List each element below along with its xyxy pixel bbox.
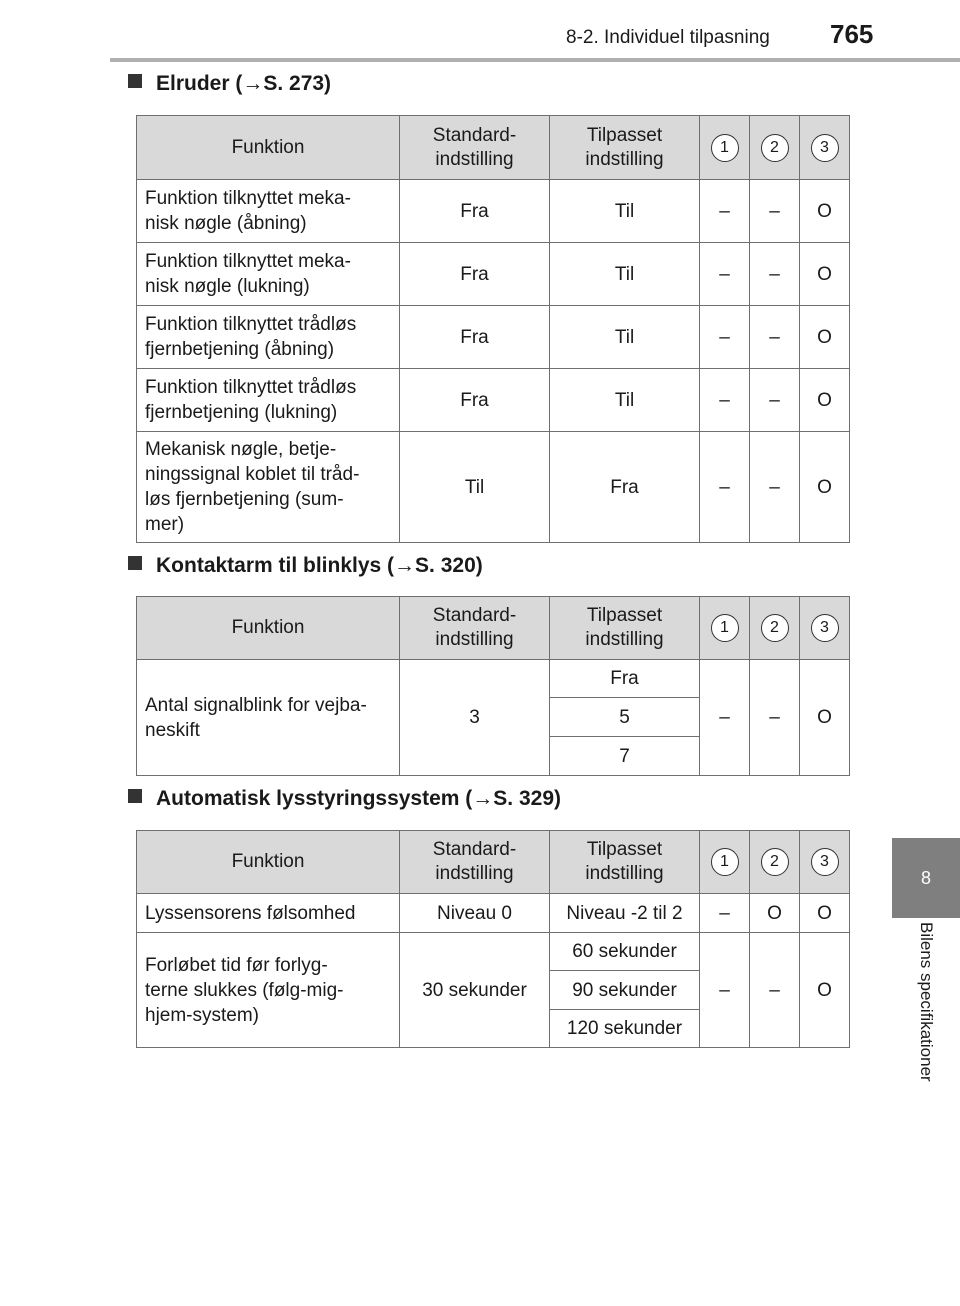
- col-custom: Tilpasset indstilling: [550, 116, 700, 180]
- circle-2-icon: 2: [761, 614, 789, 642]
- circle-1-icon: 1: [711, 848, 739, 876]
- chapter-title: Bilens specifikationer: [917, 922, 936, 1082]
- section-title-elruder: [128, 72, 331, 96]
- square-bullet-icon: [128, 789, 142, 803]
- custom-cell: Niveau -2 til 2: [550, 894, 700, 933]
- c1-cell: –: [700, 432, 750, 543]
- c1-cell: –: [700, 660, 750, 776]
- custom-cell: 5: [550, 698, 700, 737]
- section-title-text: Elruder (→S. 273): [156, 72, 332, 95]
- table-header-row: [137, 597, 850, 660]
- col-custom: Tilpasset indstilling: [550, 597, 700, 660]
- function-cell: Mekanisk nøgle, betje- ningssignal koblet til tråd- løs fjernbetjening (sum- mer): [145, 439, 360, 535]
- col-function: Funktion: [137, 116, 400, 180]
- section-title-lysstyring: [128, 787, 561, 811]
- custom-cell: 120 sekunder: [550, 1010, 700, 1048]
- table-row: [137, 306, 850, 369]
- custom-cell: 7: [550, 737, 700, 776]
- col-function: Funktion: [137, 831, 400, 894]
- function-cell: Funktion tilknyttet trådløs fjernbetjening (åbning): [145, 314, 357, 360]
- col-custom: Tilpasset indstilling: [550, 831, 700, 894]
- circle-3-icon: 3: [811, 134, 839, 162]
- custom-cell: 60 sekunder: [550, 933, 700, 971]
- circle-2-icon: 2: [761, 848, 789, 876]
- circle-1-icon: 1: [711, 614, 739, 642]
- page-header: [0, 0, 960, 64]
- c2-cell: –: [750, 432, 800, 543]
- c2-cell: O: [750, 894, 800, 933]
- c1-cell: –: [700, 180, 750, 243]
- chapter-tab: [892, 838, 960, 1082]
- table-blinklys: [136, 596, 850, 776]
- col-3: [800, 116, 850, 180]
- table-row: [137, 180, 850, 243]
- c1-cell: –: [700, 306, 750, 369]
- square-bullet-icon: [128, 556, 142, 570]
- square-bullet-icon: [128, 74, 142, 88]
- col-default: Standard- indstilling: [400, 597, 550, 660]
- c2-cell: –: [750, 369, 800, 432]
- chapter-number: 8: [892, 838, 960, 918]
- default-cell: Fra: [400, 243, 550, 306]
- c3-cell: O: [800, 369, 850, 432]
- default-cell: Fra: [400, 180, 550, 243]
- circle-2-icon: 2: [761, 134, 789, 162]
- col-1: [700, 116, 750, 180]
- c1-cell: –: [700, 243, 750, 306]
- section-heading: 8-2. Individuel tilpasning: [566, 27, 770, 48]
- c2-cell: –: [750, 660, 800, 776]
- default-cell: Til: [400, 432, 550, 543]
- custom-cell: 90 sekunder: [550, 971, 700, 1010]
- table-row: [137, 894, 850, 933]
- col-default: Standard- indstilling: [400, 831, 550, 894]
- col-1: [700, 597, 750, 660]
- default-cell: Fra: [400, 369, 550, 432]
- c1-cell: –: [700, 933, 750, 1048]
- c3-cell: O: [800, 306, 850, 369]
- c3-cell: O: [800, 933, 850, 1048]
- custom-cell: Til: [550, 180, 700, 243]
- c3-cell: O: [800, 660, 850, 776]
- default-cell: 3: [400, 660, 550, 776]
- col-3: [800, 831, 850, 894]
- function-cell: Funktion tilknyttet meka- nisk nøgle (lukning): [145, 251, 351, 297]
- circle-3-icon: 3: [811, 848, 839, 876]
- custom-cell: Til: [550, 369, 700, 432]
- table-row: [137, 660, 850, 698]
- c2-cell: –: [750, 306, 800, 369]
- custom-cell: Fra: [550, 432, 700, 543]
- table-header-row: [137, 116, 850, 180]
- table-row: [137, 369, 850, 432]
- function-cell: Forløbet tid før forlyg- terne slukkes (følg-mig- hjem-system): [145, 954, 344, 1026]
- table-elruder: [136, 115, 850, 543]
- c2-cell: –: [750, 243, 800, 306]
- custom-cell: Til: [550, 306, 700, 369]
- table-header-row: [137, 831, 850, 894]
- default-cell: Fra: [400, 306, 550, 369]
- col-function: Funktion: [137, 597, 400, 660]
- function-cell: Funktion tilknyttet meka- nisk nøgle (åbning): [145, 188, 351, 234]
- function-cell: Antal signalblink for vejba- neskift: [145, 694, 367, 741]
- default-cell: Niveau 0: [400, 894, 550, 933]
- function-cell: Funktion tilknyttet trådløs fjernbetjening (lukning): [145, 377, 357, 423]
- table-lysstyring: [136, 830, 850, 1048]
- circle-1-icon: 1: [711, 134, 739, 162]
- table-row: [137, 933, 850, 971]
- col-default: Standard- indstilling: [400, 116, 550, 180]
- section-title-text: Kontaktarm til blinklys (→S. 320): [156, 554, 483, 577]
- section-title-text: Automatisk lysstyringssystem (→S. 329): [156, 787, 561, 810]
- c1-cell: –: [700, 369, 750, 432]
- c3-cell: O: [800, 180, 850, 243]
- col-1: [700, 831, 750, 894]
- table-row: [137, 243, 850, 306]
- page-number: 765: [830, 19, 874, 49]
- col-3: [800, 597, 850, 660]
- c3-cell: O: [800, 894, 850, 933]
- function-cell: Lyssensorens følsomhed: [137, 894, 400, 933]
- c3-cell: O: [800, 243, 850, 306]
- table-row: [137, 432, 850, 543]
- custom-cell: Til: [550, 243, 700, 306]
- c2-cell: –: [750, 180, 800, 243]
- custom-cell: Fra: [550, 660, 700, 698]
- header-rule: [110, 58, 960, 62]
- col-2: [750, 831, 800, 894]
- c1-cell: –: [700, 894, 750, 933]
- c3-cell: O: [800, 432, 850, 543]
- circle-3-icon: 3: [811, 614, 839, 642]
- col-2: [750, 597, 800, 660]
- c2-cell: –: [750, 933, 800, 1048]
- col-2: [750, 116, 800, 180]
- section-title-blinklys: [128, 554, 483, 578]
- default-cell: 30 sekunder: [400, 933, 550, 1048]
